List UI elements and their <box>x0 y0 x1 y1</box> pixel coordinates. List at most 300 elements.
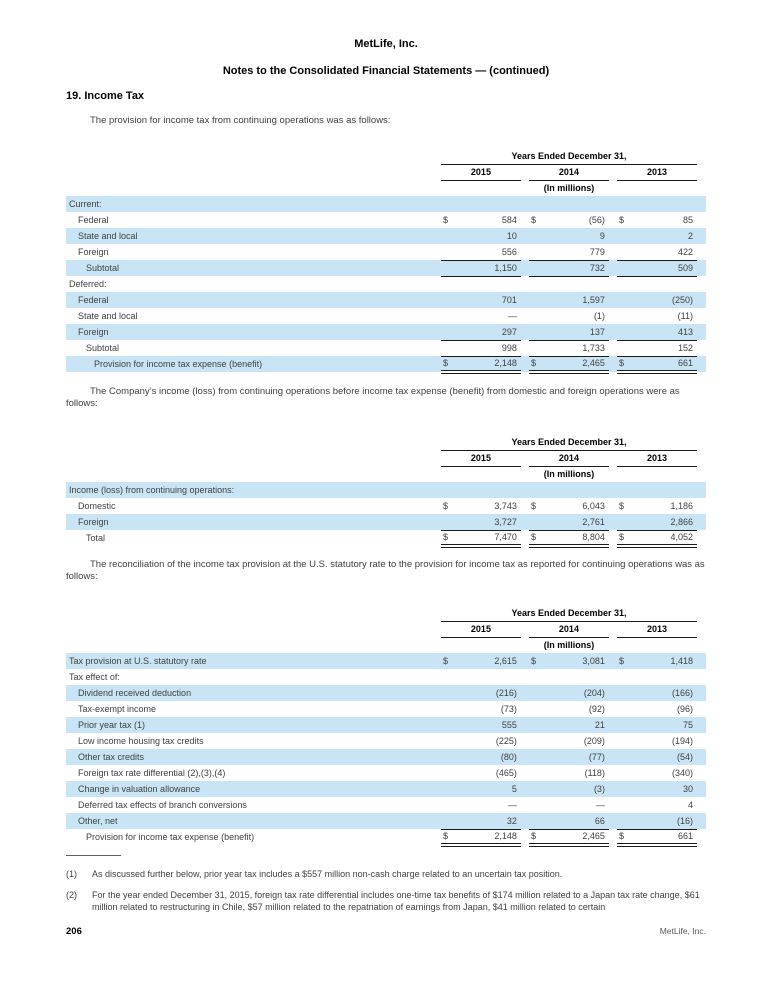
cell-value: 509 <box>631 260 697 276</box>
row-edge <box>697 308 706 324</box>
currency-symbol: $ <box>617 356 631 372</box>
column-gap <box>609 653 617 669</box>
footnote-text: For the year ended December 31, 2015, foreign tax rate differential includes one-time tax benefits of $174 million related to a Japan tax rate change, $61 million related to restructuring in Chile, $57 million related to the repatriation of earnings from Japan, $41 million related to certain <box>92 890 700 912</box>
year-column-2013: 2013 <box>617 164 697 180</box>
column-gap <box>609 701 617 717</box>
currency-symbol <box>529 340 543 356</box>
currency-symbol <box>529 324 543 340</box>
header-edge <box>697 180 706 196</box>
column-gap <box>609 164 617 180</box>
column-gap <box>521 276 529 292</box>
footer-company: MetLife, Inc. <box>659 926 706 936</box>
row-label: Change in valuation allowance <box>66 781 441 797</box>
currency-symbol <box>529 733 543 749</box>
column-gap <box>609 669 617 685</box>
cell-value: 2,866 <box>631 514 697 530</box>
currency-symbol <box>617 244 631 260</box>
row-label: Foreign <box>66 324 441 340</box>
column-gap <box>521 701 529 717</box>
years-ended-header: Years Ended December 31, <box>441 605 697 621</box>
currency-symbol: $ <box>529 829 543 845</box>
table-row <box>66 685 706 701</box>
currency-symbol <box>441 292 455 308</box>
table-header-row <box>66 148 706 164</box>
column-gap <box>609 276 617 292</box>
column-gap <box>521 308 529 324</box>
currency-symbol: $ <box>530 215 536 225</box>
currency-symbol <box>529 813 543 829</box>
cell-value: 556 <box>455 244 521 260</box>
cell-value <box>455 196 521 212</box>
column-gap <box>521 781 529 797</box>
cell-value: 1,186 <box>670 501 693 511</box>
column-gap <box>521 797 529 813</box>
currency-symbol <box>617 701 631 717</box>
row-label: State and local <box>78 311 138 321</box>
currency-symbol: $ <box>618 215 624 225</box>
currency-symbol <box>441 797 455 813</box>
row-edge <box>697 356 706 372</box>
currency-symbol <box>617 717 631 733</box>
column-gap <box>609 450 617 466</box>
currency-symbol <box>529 765 543 781</box>
cell-value <box>543 276 609 292</box>
cell-value: — <box>595 800 605 810</box>
currency-symbol: $ <box>617 530 631 546</box>
row-edge <box>697 701 706 717</box>
row-edge <box>697 765 706 781</box>
column-gap <box>609 765 617 781</box>
currency-symbol <box>441 340 455 356</box>
currency-symbol: $ <box>530 501 536 511</box>
cell-value: 152 <box>631 340 697 356</box>
table-row <box>66 813 706 829</box>
cell-value: 1,418 <box>631 653 697 669</box>
currency-symbol <box>617 482 631 498</box>
table-row <box>66 781 706 797</box>
row-label: Foreign <box>78 247 109 257</box>
currency-symbol <box>617 340 631 356</box>
currency-symbol <box>441 308 455 324</box>
table-header-row <box>66 434 706 450</box>
table-row <box>66 701 706 717</box>
table-row <box>66 797 706 813</box>
header-spacer <box>66 466 441 482</box>
column-gap <box>609 749 617 765</box>
currency-symbol <box>529 797 543 813</box>
section-heading: 19. Income Tax <box>66 90 145 102</box>
currency-symbol: $ <box>441 356 455 372</box>
cell-value: 6,043 <box>582 501 605 511</box>
row-edge <box>697 733 706 749</box>
cell-value <box>455 276 521 292</box>
currency-symbol <box>441 244 455 260</box>
currency-symbol <box>529 514 543 530</box>
cell-value: (54) <box>631 749 697 765</box>
currency-symbol <box>529 669 543 685</box>
column-gap <box>521 813 529 829</box>
cell-value: 584 <box>501 215 517 225</box>
cell-value: 30 <box>631 781 697 797</box>
currency-symbol: $ <box>617 829 631 845</box>
row-label: Provision for income tax expense (benefit) <box>66 356 441 372</box>
column-gap <box>609 797 617 813</box>
cell-value: (11) <box>677 311 693 321</box>
column-gap <box>521 292 529 308</box>
row-label: Low income housing tax credits <box>78 736 204 746</box>
footnote-1 <box>66 868 706 880</box>
currency-symbol <box>617 514 631 530</box>
rate-reconciliation-table <box>66 605 706 847</box>
year-column-2013: 2013 <box>617 621 697 637</box>
cell-value: (3) <box>543 781 609 797</box>
currency-symbol <box>441 781 455 797</box>
column-gap <box>609 324 617 340</box>
year-column-2015: 2015 <box>441 621 521 637</box>
currency-symbol <box>617 733 631 749</box>
row-label: Total <box>86 533 106 543</box>
currency-symbol: $ <box>529 530 543 546</box>
row-label: Dividend received deduction <box>66 685 441 701</box>
currency-symbol <box>441 228 455 244</box>
cell-value: 297 <box>455 324 521 340</box>
currency-symbol <box>441 260 455 276</box>
units-label: (In millions) <box>543 183 595 194</box>
row-label: State and local <box>66 228 441 244</box>
header-edge <box>697 637 706 653</box>
row-label: Provision for income tax expense (benefit) <box>86 832 255 842</box>
table-years-row <box>66 164 706 180</box>
row-edge <box>697 829 706 845</box>
cell-value: (166) <box>631 685 697 701</box>
cell-value <box>631 276 697 292</box>
row-label: Subtotal <box>86 343 120 353</box>
cell-value: (80) <box>455 749 521 765</box>
column-gap <box>609 621 617 637</box>
column-gap <box>521 244 529 260</box>
table-row <box>66 498 706 514</box>
header-edge <box>697 148 706 164</box>
currency-symbol <box>529 260 543 276</box>
cell-value: (194) <box>671 736 693 746</box>
cell-value: (250) <box>631 292 697 308</box>
table-header-row <box>66 605 706 621</box>
cell-value: (216) <box>455 685 521 701</box>
column-gap <box>521 260 529 276</box>
column-gap <box>521 212 529 228</box>
table-row <box>66 749 706 765</box>
column-gap <box>609 530 617 546</box>
cell-value <box>631 669 697 685</box>
currency-symbol <box>441 669 455 685</box>
cell-value: (209) <box>583 736 605 746</box>
cell-value: 2 <box>631 228 697 244</box>
row-edge <box>697 340 706 356</box>
currency-symbol <box>529 196 543 212</box>
currency-symbol <box>617 781 631 797</box>
table-years-row <box>66 450 706 466</box>
currency-symbol <box>529 701 543 717</box>
cell-value: (340) <box>671 768 693 778</box>
column-gap <box>609 356 617 372</box>
currency-symbol <box>529 685 543 701</box>
header-spacer <box>66 450 441 466</box>
cell-value: (73) <box>500 704 517 714</box>
column-gap <box>609 829 617 845</box>
year-column-2014: 2014 <box>529 450 609 466</box>
cell-value <box>543 482 609 498</box>
table-units-row <box>66 637 706 653</box>
currency-symbol <box>529 244 543 260</box>
footnote-2 <box>66 889 706 913</box>
currency-symbol <box>617 276 631 292</box>
currency-symbol <box>441 717 455 733</box>
currency-symbol <box>441 733 455 749</box>
currency-symbol: $ <box>442 215 448 225</box>
column-gap <box>609 212 617 228</box>
row-label: Federal <box>66 292 441 308</box>
cell-value: 2,148 <box>455 829 521 845</box>
cell-value: 3,743 <box>494 501 517 511</box>
cell-value: 779 <box>543 244 609 260</box>
currency-symbol <box>617 324 631 340</box>
currency-symbol <box>441 701 455 717</box>
row-edge <box>697 276 706 292</box>
currency-symbol: $ <box>529 653 543 669</box>
row-edge <box>697 717 706 733</box>
column-gap <box>521 514 529 530</box>
year-column-2013: 2013 <box>617 450 697 466</box>
column-gap <box>609 196 617 212</box>
currency-symbol <box>441 276 455 292</box>
cell-value: 21 <box>543 717 609 733</box>
table-units-row <box>66 180 706 196</box>
header-edge <box>697 605 706 621</box>
cell-value: (16) <box>631 813 697 829</box>
currency-symbol <box>617 196 631 212</box>
intro-paragraph-2: The Company’s income (loss) from continuing operations before income tax expense (benefit) from domestic and foreign operations were as follows: <box>66 386 680 409</box>
cell-value: 1,733 <box>543 340 609 356</box>
cell-value: 4,052 <box>631 530 697 546</box>
cell-value: 998 <box>455 340 521 356</box>
cell-value: (96) <box>676 704 693 714</box>
cell-value: 8,804 <box>543 530 609 546</box>
cell-value: (92) <box>588 704 605 714</box>
table-row <box>66 669 706 685</box>
cell-value: 413 <box>631 324 697 340</box>
column-gap <box>609 260 617 276</box>
header-spacer <box>66 637 441 653</box>
year-column-2014: 2014 <box>529 164 609 180</box>
document-subtitle: Notes to the Consolidated Financial Statements — (continued) <box>222 65 550 77</box>
column-gap <box>521 530 529 546</box>
column-gap <box>521 685 529 701</box>
cell-value: 32 <box>455 813 521 829</box>
footnote-separator <box>66 855 121 856</box>
column-gap <box>521 621 529 637</box>
row-label: Current: <box>66 196 441 212</box>
row-edge <box>697 669 706 685</box>
table-row <box>66 356 706 372</box>
column-gap <box>521 653 529 669</box>
cell-value: 1,597 <box>543 292 609 308</box>
cell-value: 4 <box>687 800 693 810</box>
table-row <box>66 717 706 733</box>
row-edge <box>697 260 706 276</box>
header-edge <box>697 466 706 482</box>
cell-value: 9 <box>543 228 609 244</box>
column-gap <box>609 244 617 260</box>
table-row <box>66 292 706 308</box>
currency-symbol: $ <box>442 501 448 511</box>
units-label: (In millions) <box>543 469 595 480</box>
cell-value: 1,150 <box>455 260 521 276</box>
currency-symbol: $ <box>441 653 455 669</box>
row-label: Other, net <box>66 813 441 829</box>
cell-value: (118) <box>584 768 605 778</box>
column-gap <box>609 781 617 797</box>
cell-value: (56) <box>588 215 605 225</box>
currency-symbol <box>529 717 543 733</box>
year-column-2015: 2015 <box>441 450 521 466</box>
row-edge <box>697 685 706 701</box>
cell-value: 10 <box>455 228 521 244</box>
row-label: Deferred tax effects of branch conversions <box>78 800 247 810</box>
cell-value: (204) <box>543 685 609 701</box>
table-row <box>66 324 706 340</box>
currency-symbol <box>441 685 455 701</box>
row-edge <box>697 749 706 765</box>
column-gap <box>521 356 529 372</box>
column-gap <box>609 717 617 733</box>
cell-value: 661 <box>631 829 697 845</box>
currency-symbol <box>617 308 631 324</box>
table-row <box>66 244 706 260</box>
table-row <box>66 482 706 498</box>
column-gap <box>609 514 617 530</box>
row-label: Other tax credits <box>66 749 441 765</box>
header-spacer <box>66 621 441 637</box>
table-row <box>66 228 706 244</box>
row-edge <box>697 514 706 530</box>
header-edge <box>697 621 706 637</box>
cell-value: 701 <box>455 292 521 308</box>
column-gap <box>609 308 617 324</box>
cell-value: 66 <box>543 813 609 829</box>
currency-symbol <box>617 292 631 308</box>
row-edge <box>697 813 706 829</box>
cell-value <box>631 482 697 498</box>
table-row <box>66 308 706 324</box>
currency-symbol <box>529 228 543 244</box>
currency-symbol <box>617 669 631 685</box>
row-label: Tax-exempt income <box>78 704 157 714</box>
table-row <box>66 829 706 845</box>
cell-value: 555 <box>455 717 521 733</box>
header-edge <box>697 434 706 450</box>
row-edge <box>697 781 706 797</box>
currency-symbol <box>529 781 543 797</box>
table-row <box>66 733 706 749</box>
row-label: Foreign tax rate differential (2),(3),(4) <box>78 768 226 778</box>
column-gap <box>609 228 617 244</box>
table-row <box>66 653 706 669</box>
table-row <box>66 765 706 781</box>
cell-value: 3,727 <box>455 514 521 530</box>
income-loss-by-source-table <box>66 434 706 548</box>
column-gap <box>521 196 529 212</box>
currency-symbol <box>441 813 455 829</box>
row-edge <box>697 292 706 308</box>
column-gap <box>521 324 529 340</box>
cell-value <box>543 196 609 212</box>
table-row <box>66 340 706 356</box>
row-edge <box>697 797 706 813</box>
currency-symbol <box>617 228 631 244</box>
company-title: MetLife, Inc. <box>354 38 418 50</box>
cell-value: — <box>507 800 517 810</box>
cell-value: (225) <box>495 736 517 746</box>
currency-symbol <box>617 260 631 276</box>
cell-value <box>455 482 521 498</box>
cell-value: 2,148 <box>455 356 521 372</box>
row-edge <box>697 498 706 514</box>
footnote-number: (1) <box>66 869 77 879</box>
cell-value: — <box>507 311 517 321</box>
row-label: Income (loss) from continuing operations: <box>66 482 441 498</box>
currency-symbol <box>529 308 543 324</box>
column-gap <box>609 498 617 514</box>
table-row <box>66 260 706 276</box>
row-edge <box>697 244 706 260</box>
row-edge <box>697 530 706 546</box>
header-edge <box>697 450 706 466</box>
years-ended-header: Years Ended December 31, <box>441 148 697 164</box>
cell-value: 75 <box>631 717 697 733</box>
table-row <box>66 196 706 212</box>
column-gap <box>521 829 529 845</box>
currency-symbol <box>441 324 455 340</box>
column-gap <box>521 749 529 765</box>
row-edge <box>697 653 706 669</box>
page-number: 206 <box>66 926 82 937</box>
currency-symbol <box>529 749 543 765</box>
column-gap <box>521 450 529 466</box>
column-gap <box>609 733 617 749</box>
row-label: Foreign <box>66 514 441 530</box>
table-row <box>66 276 706 292</box>
header-spacer <box>66 434 441 450</box>
row-label: Federal <box>78 215 109 225</box>
cell-value: 137 <box>543 324 609 340</box>
column-gap <box>521 340 529 356</box>
cell-value: 2,761 <box>543 514 609 530</box>
row-edge <box>697 228 706 244</box>
cell-value: (465) <box>495 768 517 778</box>
column-gap <box>609 813 617 829</box>
cell-value: 5 <box>455 781 521 797</box>
cell-value: (1) <box>593 311 605 321</box>
intro-paragraph-1: The provision for income tax from continuing operations was as follows: <box>90 115 391 126</box>
currency-symbol: $ <box>529 356 543 372</box>
row-edge <box>697 196 706 212</box>
currency-symbol <box>529 276 543 292</box>
currency-symbol: $ <box>618 501 624 511</box>
currency-symbol: $ <box>617 653 631 669</box>
header-spacer <box>66 180 441 196</box>
row-label: Tax provision at U.S. statutory rate <box>66 653 441 669</box>
currency-symbol <box>441 196 455 212</box>
